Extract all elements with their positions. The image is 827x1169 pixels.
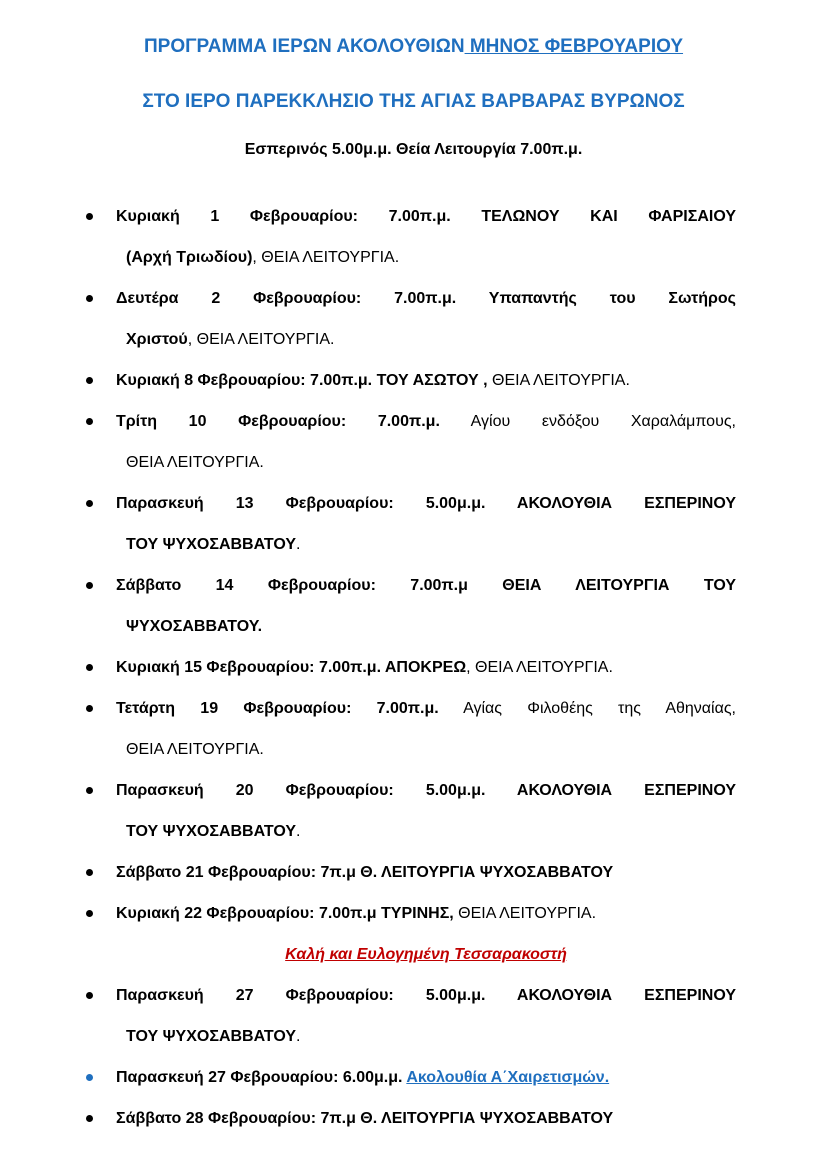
bullet-icon xyxy=(86,1074,93,1081)
item-text-bold: Κυριακή 22 Φεβρουαρίου: 7.00π.μ ΤΥΡΙΝΗΣ, xyxy=(116,905,454,922)
list-item xyxy=(86,1098,736,1139)
greeting-text: Καλή και Ευλογημένη Τεσσαρακοστή xyxy=(285,946,567,963)
list-item xyxy=(86,196,736,278)
list-item xyxy=(86,360,736,401)
bullet-icon xyxy=(86,377,93,384)
item-text: . xyxy=(295,1028,301,1045)
bullet-icon xyxy=(86,992,93,999)
akathist-link[interactable]: Ακολουθία Α΄Χαιρετισμών. xyxy=(406,1069,610,1086)
bullet-icon xyxy=(86,418,93,425)
item-line: Δευτέρα 2 Φεβρουαρίου: 7.00π.μ. Υπαπαντής του Σωτήρος xyxy=(116,290,736,307)
bullet-icon xyxy=(86,213,93,220)
item-text-bold: Κυριακή 8 Φεβρουαρίου: 7.00π.μ. ΤΟΥ ΑΣΩΤΟΥ , xyxy=(116,372,488,389)
item-text-bold: Χριστού xyxy=(126,331,188,348)
item-text: ΘΕΙΑ ΛΕΙΤΟΥΡΓΙΑ. xyxy=(126,454,264,471)
item-text-bold: Παρασκευή 27 Φεβρουαρίου: 6.00μ.μ. xyxy=(116,1069,407,1086)
bullet-icon xyxy=(86,787,93,794)
item-line: Σάββατο 14 Φεβρουαρίου: 7.00π.μ ΘΕΙΑ ΛΕΙΤΟΥΡΓΙΑ ΤΟΥ xyxy=(116,577,736,594)
item-text-bold: ΤΟΥ ΨΥΧΟΣΑΒΒΑΤΟΥ xyxy=(126,823,296,840)
item-text: . xyxy=(295,823,301,840)
bullet-icon xyxy=(86,582,93,589)
item-line: Παρασκευή 20 Φεβρουαρίου: 5.00μ.μ. ΑΚΟΛΟΥΘΙΑ ΕΣΠΕΡΙΝΟΥ xyxy=(116,782,736,799)
list-item xyxy=(86,852,736,893)
page-title-line-1 xyxy=(0,36,827,58)
service-times: Εσπερινός 5.00μ.μ. Θεία Λειτουργία 7.00π.μ. xyxy=(244,141,583,158)
bullet-icon xyxy=(86,869,93,876)
bullet-icon xyxy=(86,664,93,671)
bullet-icon xyxy=(86,705,93,712)
lent-greeting xyxy=(86,934,736,975)
item-text-bold: Τετάρτη 19 Φεβρουαρίου: 7.00π.μ. xyxy=(116,700,439,717)
list-item xyxy=(86,647,736,688)
list-item xyxy=(86,278,736,360)
item-text: Αγίου ενδόξου Χαραλάμπους, xyxy=(439,413,736,430)
list-item xyxy=(86,1057,736,1098)
list-item xyxy=(86,565,736,647)
item-text: , ΘΕΙΑ ΛΕΙΤΟΥΡΓΙΑ. xyxy=(252,249,400,266)
bullet-icon xyxy=(86,910,93,917)
item-line: Κυριακή 1 Φεβρουαρίου: 7.00π.μ. ΤΕΛΩΝΟΥ ΚΑΙ ΦΑΡΙΣΑΙΟΥ xyxy=(116,208,736,225)
item-text: . xyxy=(295,536,301,553)
list-item xyxy=(86,893,736,934)
bullet-icon xyxy=(86,500,93,507)
list-item xyxy=(86,770,736,852)
title-part-b: ΜΗΝΟΣ ΦΕΒΡΟΥΑΡΙΟΥ xyxy=(464,36,684,57)
item-line: Παρασκευή 27 Φεβρουαρίου: 5.00μ.μ. ΑΚΟΛΟΥΘΙΑ ΕΣΠΕΡΙΝΟΥ xyxy=(116,987,736,1004)
item-line: Παρασκευή 13 Φεβρουαρίου: 5.00μ.μ. ΑΚΟΛΟΥΘΙΑ ΕΣΠΕΡΙΝΟΥ xyxy=(116,495,736,512)
item-text-bold: ΨΥΧΟΣΑΒΒΑΤΟΥ. xyxy=(126,618,263,635)
list-item xyxy=(86,483,736,565)
bullet-icon xyxy=(86,295,93,302)
title-part-a: ΠΡΟΓΡΑΜΜΑ ΙΕΡΩΝ ΑΚΟΛΟΥΘΙΩΝ xyxy=(143,36,465,57)
item-text: ΘΕΙΑ ΛΕΙΤΟΥΡΓΙΑ. xyxy=(126,741,264,758)
item-text: , ΘΕΙΑ ΛΕΙΤΟΥΡΓΙΑ. xyxy=(466,659,613,676)
item-text-bold: ΤΟΥ ΨΥΧΟΣΑΒΒΑΤΟΥ xyxy=(126,536,296,553)
item-text-bold: ΤΟΥ ΨΥΧΟΣΑΒΒΑΤΟΥ xyxy=(126,1028,296,1045)
item-line: Σάββατο 28 Φεβρουαρίου: 7π.μ Θ. ΛΕΙΤΟΥΡΓΙΑ ΨΥΧΟΣΑΒΒΑΤΟΥ xyxy=(116,1110,614,1127)
item-text-bold: Τρίτη 10 Φεβρουαρίου: 7.00π.μ. xyxy=(116,413,440,430)
list-item xyxy=(86,975,736,1057)
list-item xyxy=(86,688,736,770)
item-line: Σάββατο 21 Φεβρουαρίου: 7π.μ Θ. ΛΕΙΤΟΥΡΓΙΑ ΨΥΧΟΣΑΒΒΑΤΟΥ xyxy=(116,864,614,881)
item-text: Αγίας Φιλοθέης της Αθηναίας, xyxy=(438,700,736,717)
item-text: ΘΕΙΑ ΛΕΙΤΟΥΡΓΙΑ. xyxy=(453,905,597,922)
list-item xyxy=(86,401,736,483)
item-text: , ΘΕΙΑ ΛΕΙΤΟΥΡΓΙΑ. xyxy=(187,331,335,348)
page-title-line-2: ΣΤΟ ΙΕΡΟ ΠΑΡΕΚΚΛΗΣΙΟ ΤΗΣ ΑΓΙΑΣ ΒΑΡΒΑΡΑΣ ΒΥΡΩΝΟΣ xyxy=(142,91,685,112)
item-text: ΘΕΙΑ ΛΕΙΤΟΥΡΓΙΑ. xyxy=(487,372,630,389)
item-text-bold: Κυριακή 15 Φεβρουαρίου: 7.00π.μ. ΑΠΟΚΡΕΩ xyxy=(116,659,467,676)
item-text-bold: (Αρχή Τριωδίου) xyxy=(126,249,253,266)
schedule-list xyxy=(86,196,736,1139)
bullet-icon xyxy=(86,1115,93,1122)
